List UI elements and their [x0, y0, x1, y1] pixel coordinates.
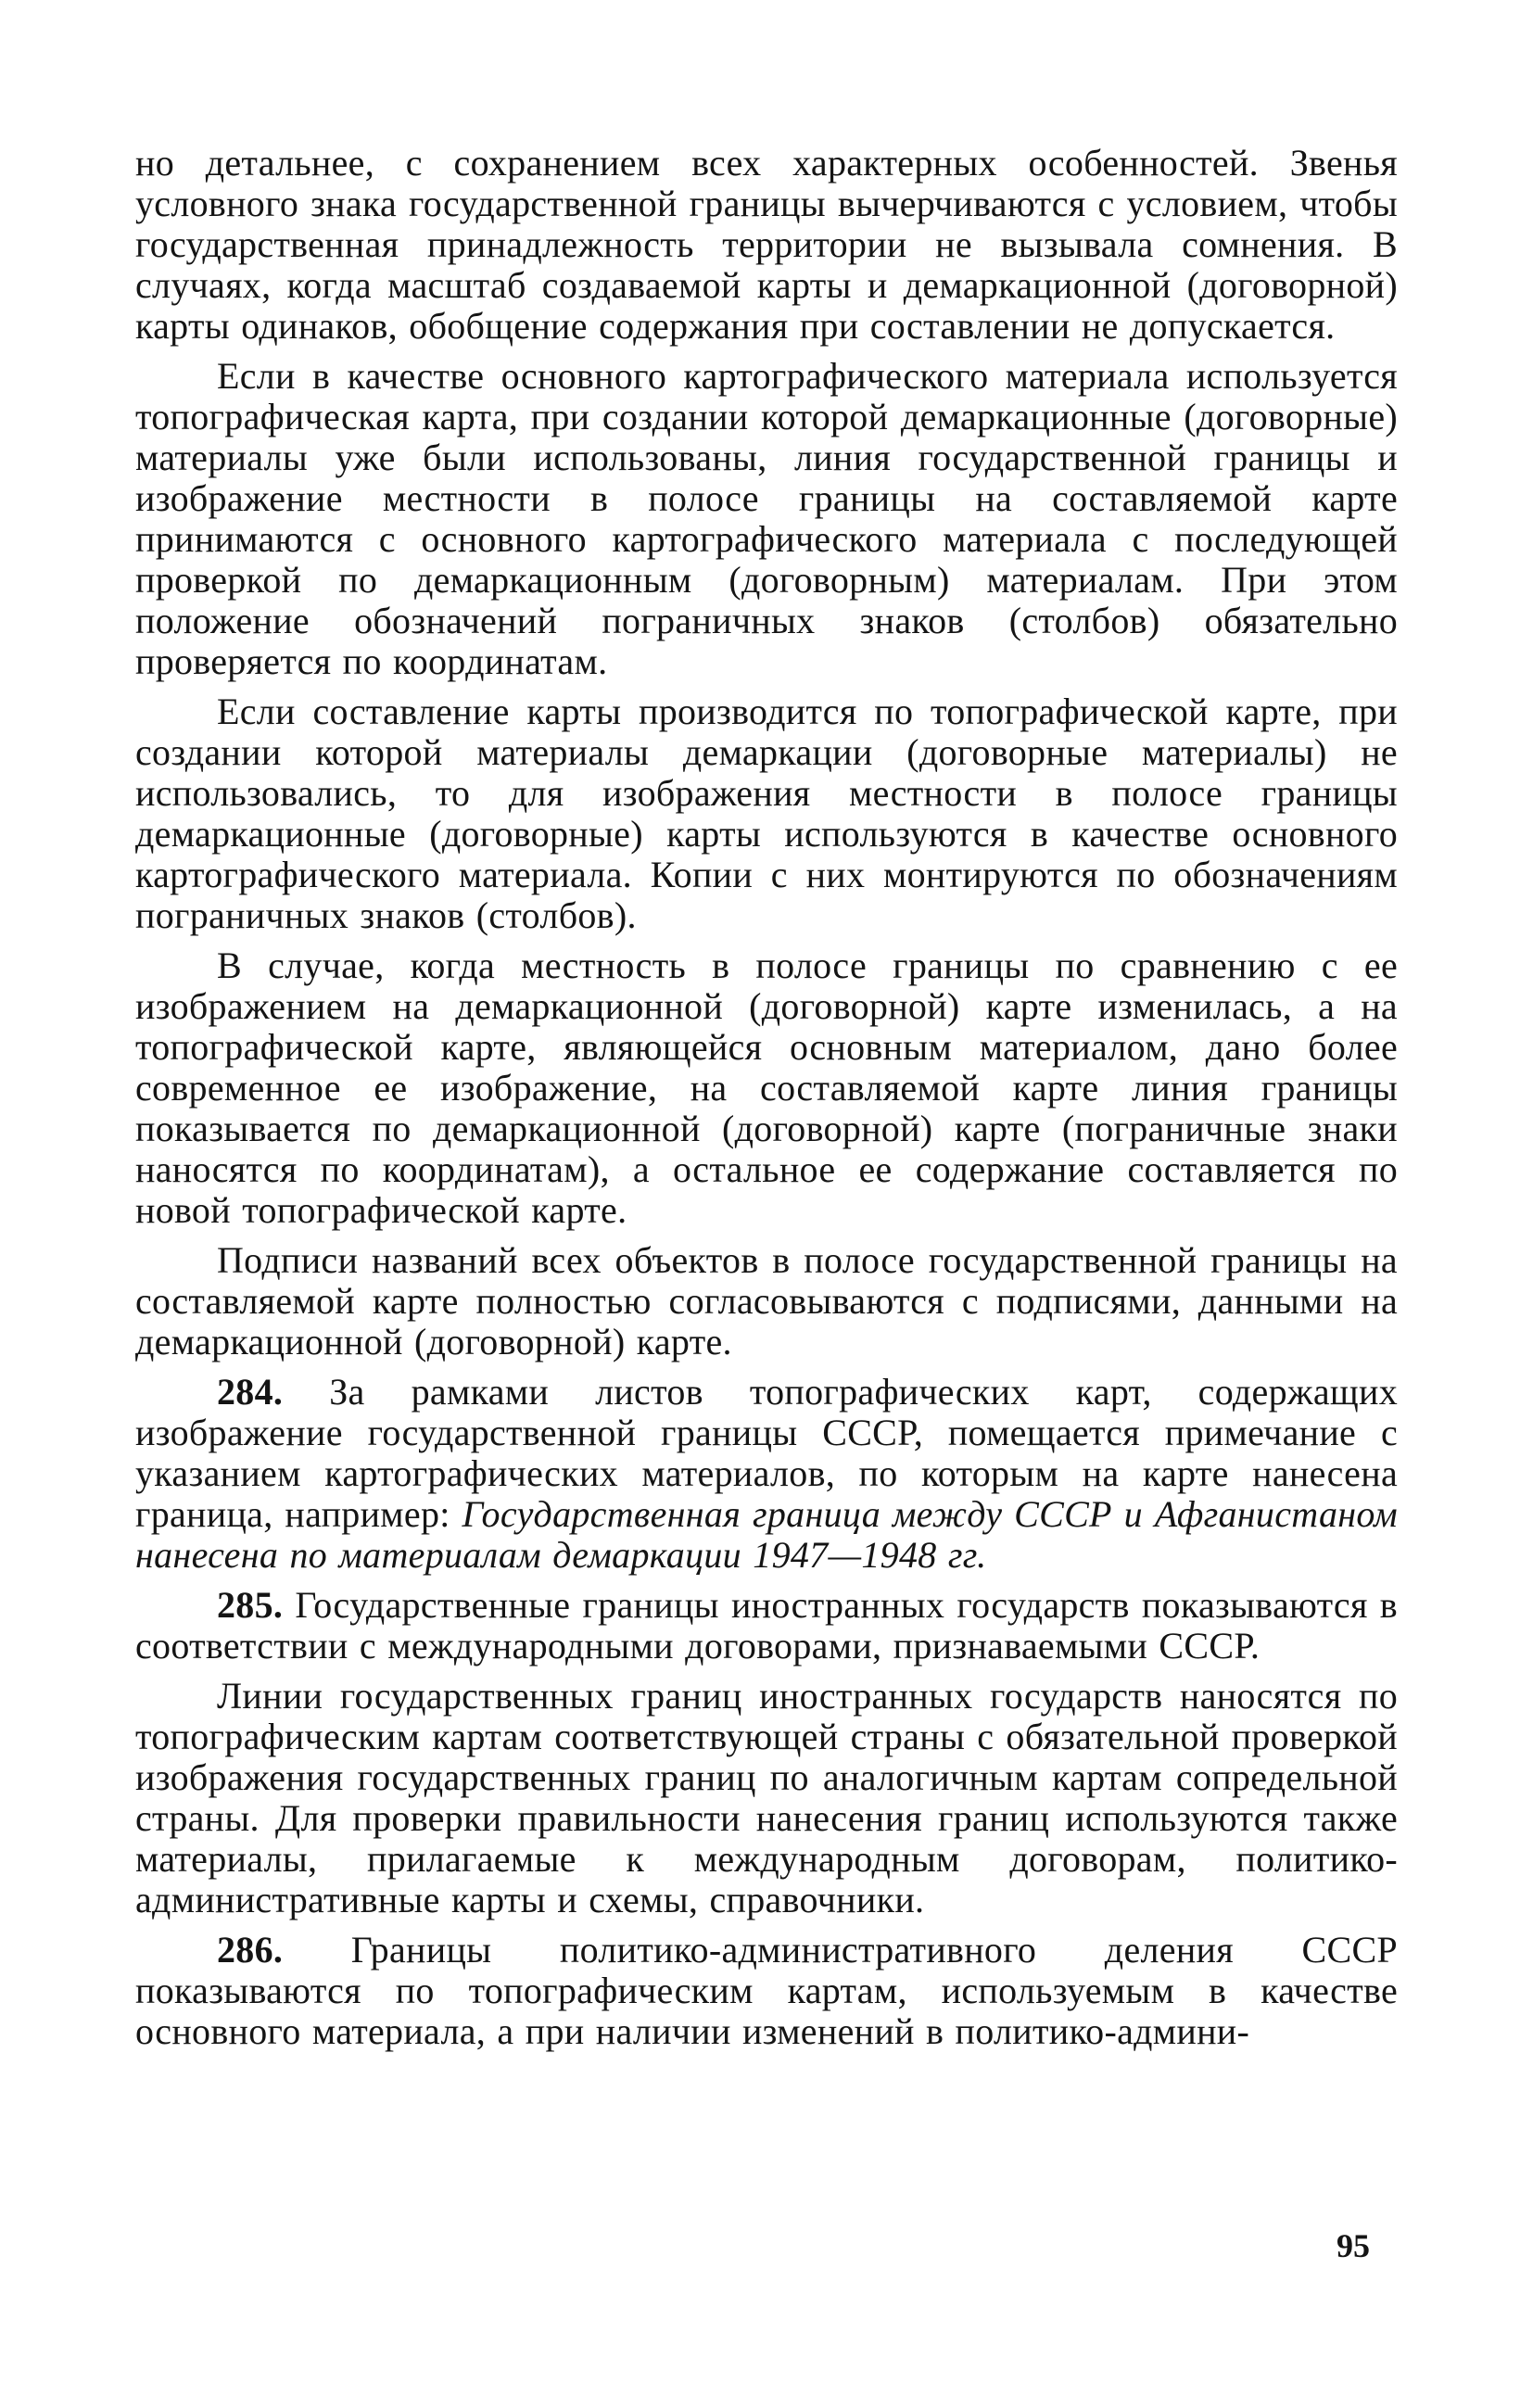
text-block: [135, 143, 1398, 2052]
numbered-paragraph-286: [135, 1930, 1398, 2052]
paragraph-text: Если составление карты производится по топографической карте, при создании которой материалы демаркации (договорные материалы) не использовались, то для изображения местности в полосе границы демаркационные (договорные) карты используются в качестве основного картографического материала. Копии с них монтируются по обозначениям пограничных знаков (столбов).: [135, 691, 1398, 936]
paragraph-text: Если в качестве основного картографического материала используется топографическая карта, при создании которой демаркационные (договорные) материалы уже были использованы, линия государственной границы и изображение местности в полосе границы на составляемой карте принимаются с основного картографического материала с последующей проверкой по демаркационным (договорным) материалам. При этом положение обозначений пограничных знаков (столбов) обязательно проверяется по координатам.: [135, 355, 1398, 682]
page-body: [135, 143, 1398, 2061]
paragraph: [135, 356, 1398, 682]
paragraph: [135, 945, 1398, 1231]
paragraph-text: Границы политико-административного деления СССР показываются по топографическим картам, используемым в качестве основного материала, а при наличии изменений в политико-админи-: [135, 1929, 1398, 2052]
example-note-italic: Государственная граница между СССР и Афганистаном нанесена по материалам демаркации 1947—1948 гг.: [135, 1493, 1398, 1576]
paragraph: [135, 1676, 1398, 1920]
paragraph-number: 286.: [217, 1929, 284, 1971]
paragraph-text: но детальнее, с сохранением всех характерных особенностей. Звенья условного знака государственной границы вычерчиваются с условием, чтобы государственная принадлежность территории не вызывала сомнения. В случаях, когда масштаб создаваемой карты и демаркационной (договорной) карты одинаков, обобщение содержания при составлении не допускается.: [135, 142, 1398, 347]
paragraph: [135, 1240, 1398, 1362]
paragraph-text: Государственные границы иностранных государств показываются в соответствии с международными договорами, признаваемыми СССР.: [135, 1584, 1398, 1667]
numbered-paragraph-284: [135, 1372, 1398, 1576]
paragraph-text: В случае, когда местность в полосе границы по сравнению с ее изображением на демаркационной (договорной) карте изменилась, а на топографической карте, являющейся основным материалом, дано более современное ее изображение, на составляемой карте линия границы показывается по демаркационной (договорной) карте (пограничные знаки наносятся по координатам), а остальное ее содержание составляется по новой топографической карте.: [135, 944, 1398, 1231]
paragraph-text: Линии государственных границ иностранных государств наносятся по топографическим картам соответствующей страны с обязательной проверкой изображения государственных границ по аналогичным картам сопредельной страны. Для проверки правильности нанесения границ используются также материалы, прилагаемые к международным договорам, политико-административные карты и схемы, справочники.: [135, 1675, 1398, 1920]
numbered-paragraph-285: [135, 1585, 1398, 1667]
page-number: 95: [1337, 2227, 1370, 2264]
paragraph-text: Подписи названий всех объектов в полосе государственной границы на составляемой карте полностью согласовываются с подписями, данными на демаркационной (договорной) карте.: [135, 1239, 1398, 1362]
paragraph-continued: [135, 143, 1398, 347]
paragraph-number: 285.: [217, 1584, 284, 1626]
paragraph-text: За рамками листов топографических карт, содержащих изображение государственной границы СССР, помещается примечание с указанием картографических материалов, по которым на карте нанесена граница, например:: [135, 1371, 1398, 1535]
paragraph-number: 284.: [217, 1371, 284, 1413]
paragraph: [135, 691, 1398, 936]
